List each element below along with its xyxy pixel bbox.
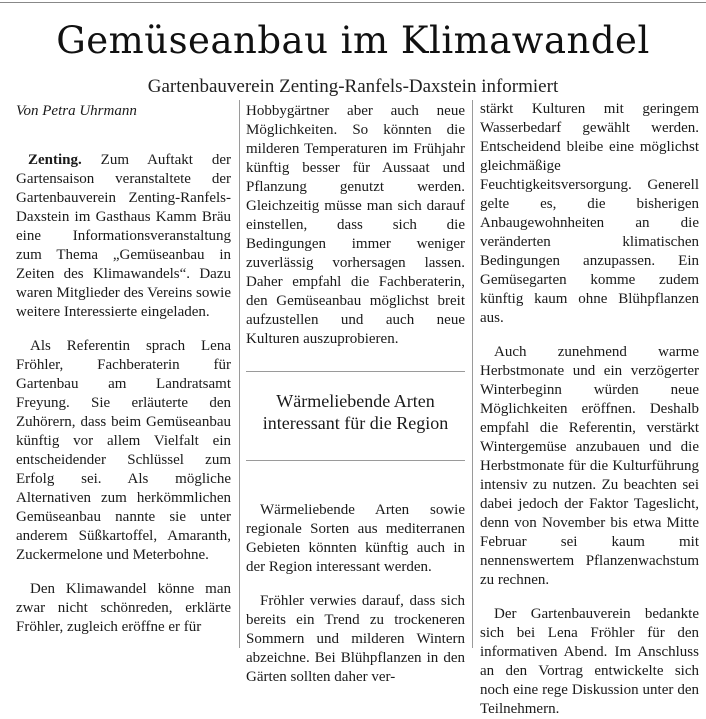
paragraph: stärkt Kulturen mit geringem Wasserbedarf gewählt werden. Entscheidend bleibe eine möglichst gleichmäßige Feuchtigkeitsversorgung. Generell gelte es, die bisherigen Anbaugewohnheiten an die veränderten klimatischen Bedingungen anzupassen. Ein Gemüsegarten komme zudem künftig kaum ohne Blühpflanzen aus. [480,101,699,326]
paragraph: Hobbygärtner aber auch neue Möglichkeiten. So könnten die milderen Temperaturen im Frühjahr künftig besser für Aussaat und Pflanzung genutzt werden. Gleichzeitig müsse man sich darauf einstellen, dass sich die Bedingungen immer weniger zuverlässig vorhersagen lassen. Daher empfahl die Fachberaterin, den Gemüseanbau möglichst breit aufzustellen und auch neue Kulturen auszuprobieren. [246,103,465,347]
paragraph: Fröhler verwies darauf, dass sich bereits ein Trend zu trockeneren Sommern und milderen Wintern abzeichne. Bei Blühpflanzen in den Gärten sollten daher ver- [246,593,465,685]
subheading: Wärmeliebende Arten interessant für die Region [262,391,449,433]
intro-paragraph [16,151,231,322]
column-1 [16,102,231,637]
paragraph: Wärmeliebende Arten sowie regionale Sorten aus mediterranen Gebieten könnten künftig auch in der Region interessant werden. [246,502,465,575]
headline: Gemüseanbau im Klimawandel [56,19,650,62]
top-border [0,2,706,3]
byline: Von Petra Uhrmann [16,103,137,119]
paragraph: Den Klimawandel könne man zwar nicht schönreden, erklärte Fröhler, zugleich eröffne er für [16,581,231,635]
dateline: Zenting. [28,152,82,168]
column-3 [480,100,699,719]
column-2 [246,102,465,687]
paragraph: Auch zunehmend warme Herbstmonate und ein verzögerter Winterbeginn würden neue Möglichkeiten eröffnen. Deshalb empfahl die Referentin, verstärkt Wintergemüse anzubauen und die Herbstmonate für die Kulturführung intensiv zu nutzen. Zu beachten sei dabei jedoch der Faktor Tageslicht, denn von November bis etwa Mitte Februar sei kaum mit nennenswertem Pflanzenwachstum zu rechnen. [480,344,699,588]
intro-text: Zum Auftakt der Gartensaison veranstaltete der Gartenbauverein Zenting-Ranfels-Daxstein im Gasthaus Kamm Bräu eine Informationsveranstaltung zum Thema „Gemüseanbau in Zeiten des Klimawandels“. Dazu waren Mitglieder des Vereins sowie weitere Interessierte eingeladen. [16,152,231,320]
paragraph: Als Referentin sprach Lena Fröhler, Fachberaterin für Gartenbau am Landratsamt Freyung. Sie erläuterte den Zuhörern, dass beim Gemüseanbau künftig vor allem Vielfalt ein entscheidender Schlüssel zum Erfolg sei. Als mögliche Alternativen zum herkömmlichen Gemüseanbau nannte sie unter anderem Süßkartoffel, Amaranth, Zuckermelone und Meterbohne. [16,338,231,563]
subheading-rule-top [246,371,465,372]
subheading-rule-bottom [246,460,465,461]
column-divider [239,100,240,648]
subheadline: Gartenbauverein Zenting-Ranfels-Daxstein informiert [147,76,559,97]
column-divider [472,100,473,648]
paragraph: Der Gartenbauverein bedankte sich bei Lena Fröhler für den informativen Abend. Im Anschluss an den Vortrag entwickelte sich noch eine rege Diskussion unter den Teilnehmern. [480,606,699,717]
